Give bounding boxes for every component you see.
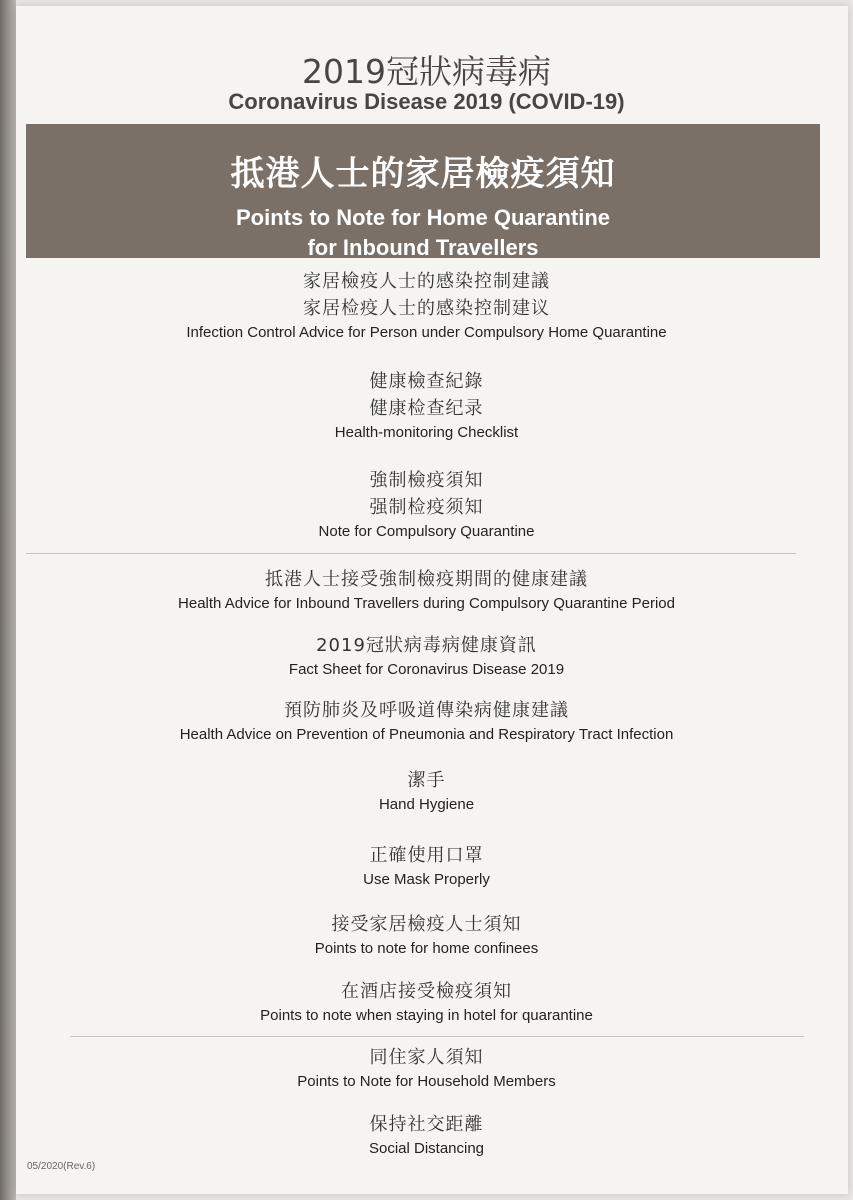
list-item-household-members xyxy=(0,1044,853,1093)
item-title-zh-simplified: 强制检疫须知 xyxy=(369,497,484,518)
item-title-en: Use Mask Properly xyxy=(363,871,490,888)
item-title-zh-simplified: 健康检查纪录 xyxy=(369,398,484,419)
item-title-zh-simplified: 家居检疫人士的感染控制建议 xyxy=(303,298,550,319)
banner-title-zh: 抵港人士的家居檢疫須知 xyxy=(230,154,616,194)
item-title-zh: 接受家居檢疫人士須知 xyxy=(331,914,522,935)
list-item-compulsory-quarantine xyxy=(0,467,853,543)
item-title-zh-traditional: 健康檢查紀錄 xyxy=(369,371,484,392)
item-title-en: Note for Compulsory Quarantine xyxy=(318,523,535,540)
list-item-health-advice-inbound xyxy=(0,566,853,615)
item-title-en: Infection Control Advice for Person under Compulsory Home Quarantine xyxy=(186,324,667,341)
item-title-en: Fact Sheet for Coronavirus Disease 2019 xyxy=(288,661,565,678)
list-item-pneumonia-prevention xyxy=(0,697,853,746)
revision-label: 05/2020(Rev.6) xyxy=(27,1161,96,1172)
list-item-use-mask xyxy=(0,842,853,891)
list-item-infection-control xyxy=(0,268,853,344)
item-title-zh-traditional: 強制檢疫須知 xyxy=(369,470,484,491)
item-title-zh: 保持社交距離 xyxy=(369,1114,484,1135)
item-title-en: Health Advice for Inbound Travellers during Compulsory Quarantine Period xyxy=(178,595,675,612)
item-title-en: Points to note when staying in hotel for quarantine xyxy=(260,1007,593,1024)
list-item-fact-sheet xyxy=(0,632,853,681)
item-title-en: Points to Note for Household Members xyxy=(297,1073,556,1090)
section-divider xyxy=(26,553,796,554)
banner-title-en-line1: Points to Note for Home Quarantine xyxy=(235,205,611,230)
item-title-en: Hand Hygiene xyxy=(378,796,475,813)
list-item-home-confinees xyxy=(0,911,853,960)
item-title-en: Social Distancing xyxy=(368,1140,485,1157)
item-title-en: Health Advice on Prevention of Pneumonia and Respiratory Tract Infection xyxy=(179,726,674,743)
item-title-zh: 在酒店接受檢疫須知 xyxy=(341,981,512,1002)
item-title-en: Health-monitoring Checklist xyxy=(334,424,519,441)
header-title-en: Coronavirus Disease 2019 (COVID-19) xyxy=(228,89,625,114)
item-title-zh-traditional: 家居檢疫人士的感染控制建議 xyxy=(303,271,550,292)
item-title-zh: 潔手 xyxy=(407,770,446,791)
list-item-social-distancing xyxy=(0,1111,853,1160)
list-item-health-checklist xyxy=(0,368,853,444)
item-title-zh: 抵港人士接受強制檢疫期間的健康建議 xyxy=(265,569,588,590)
header-title-zh: 2019冠狀病毒病 xyxy=(302,52,551,91)
item-title-zh: 2019冠狀病毒病健康資訊 xyxy=(316,635,537,656)
item-title-en: Points to note for home confinees xyxy=(314,940,539,957)
item-title-zh: 同住家人須知 xyxy=(369,1047,484,1068)
banner-title-en-line2: for Inbound Travellers xyxy=(307,235,539,260)
section-divider xyxy=(70,1036,804,1037)
list-item-hand-hygiene xyxy=(0,767,853,816)
list-item-hotel-quarantine xyxy=(0,978,853,1027)
item-title-zh: 正確使用口罩 xyxy=(369,845,484,866)
title-banner xyxy=(26,124,820,258)
item-title-zh: 預防肺炎及呼吸道傳染病健康建議 xyxy=(284,700,569,721)
